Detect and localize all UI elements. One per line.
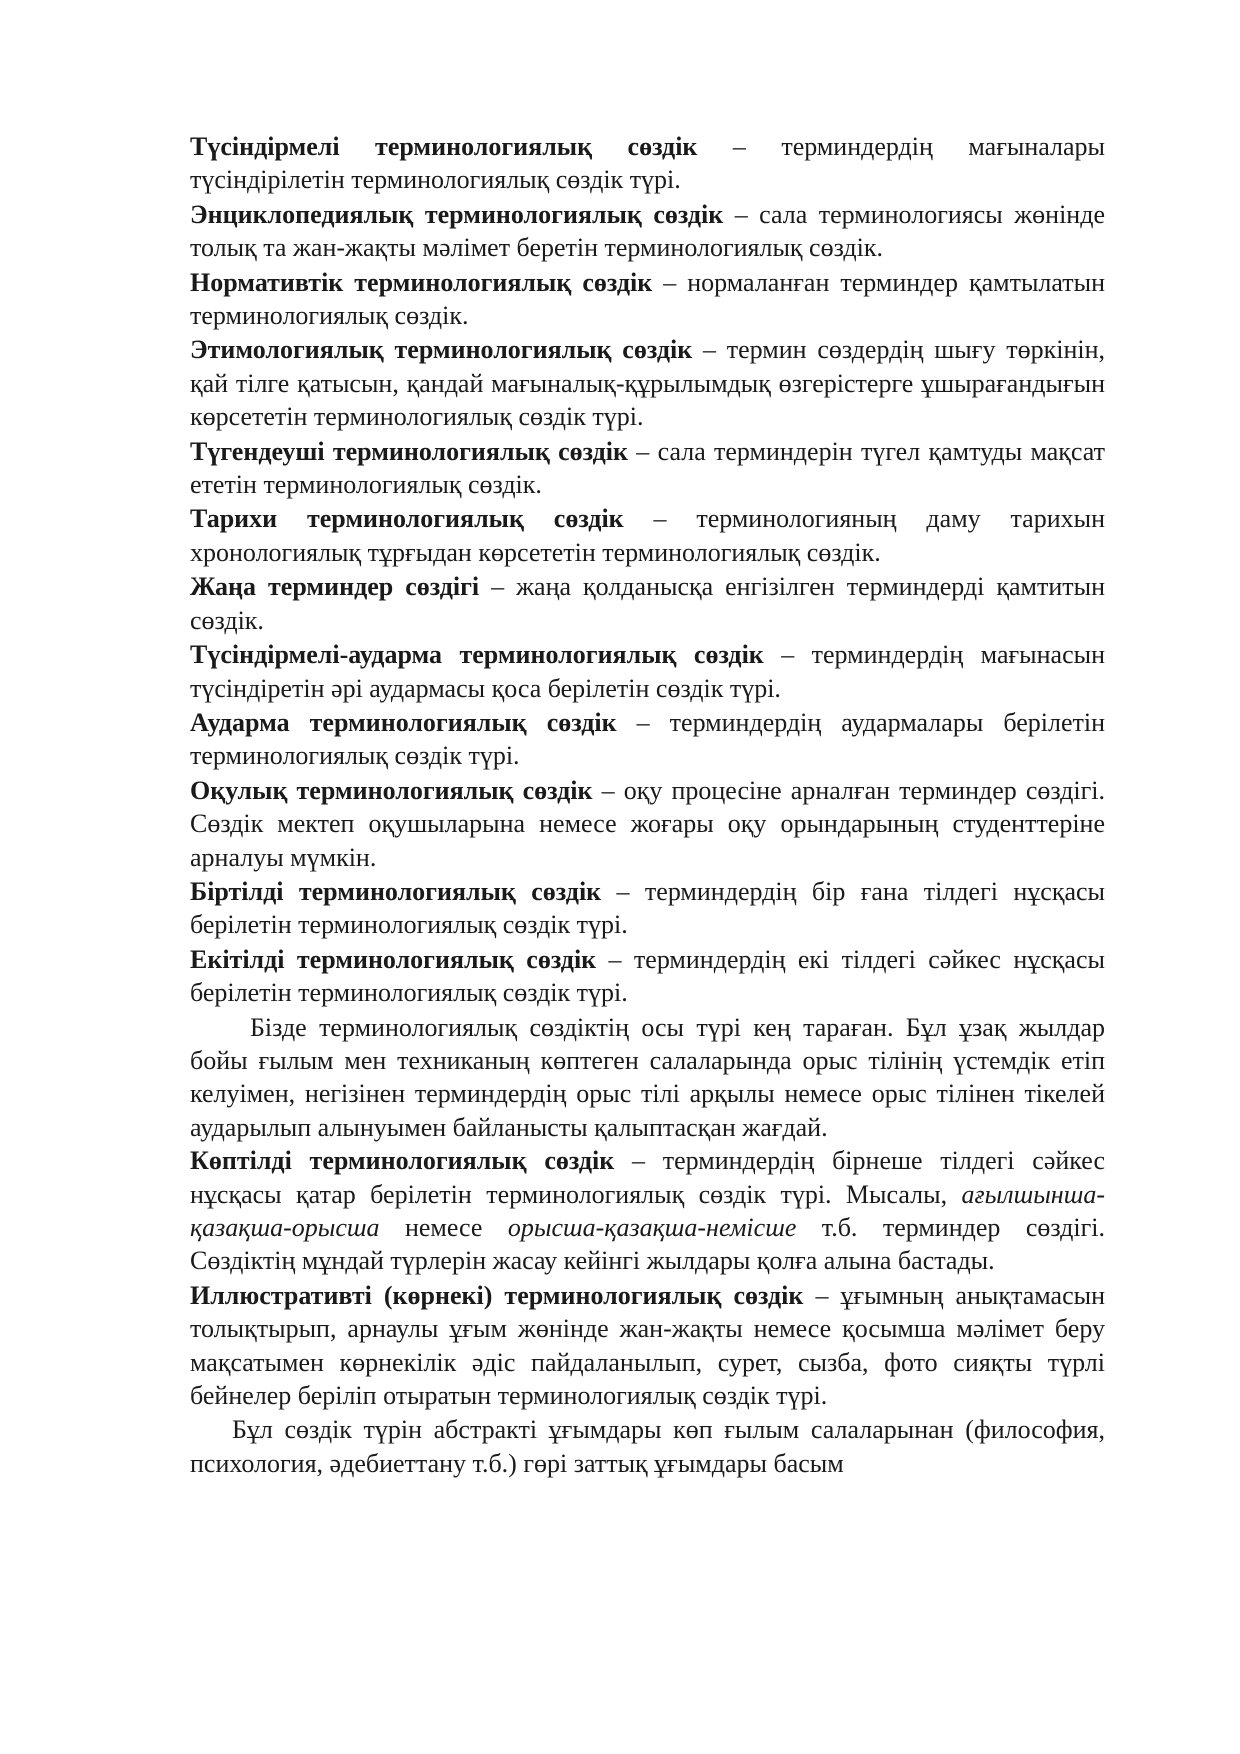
entry-dash: – (652, 267, 688, 297)
entry-definition: жаңа қолданысқа енгізілген терминдерді қамтитын сөздік. (190, 572, 1105, 635)
entry-dash: – (592, 775, 624, 805)
definition-entry-multilingual (190, 1144, 1105, 1278)
entry-term: Иллюстративті (көрнекі) терминологиялық сөздік (190, 1280, 804, 1310)
entry-dash: – (723, 199, 760, 229)
definition-entry (190, 774, 1105, 874)
entry-term: Энциклопедиялық терминологиялық сөздік (190, 199, 724, 229)
entry-term: Біртілді терминологиялық сөздік (190, 876, 602, 906)
definition-entry (190, 570, 1105, 637)
entry-definition: т.б. терминдер сөздігі. Сөздіктің мұндай түрлерін жасау кейінгі жылдары қолға алына бастады. (190, 1213, 1105, 1276)
entry-definition: терминдердің екі тілдегі сәйкес нұсқасы берілетін терминологиялық сөздік түрі. (190, 944, 1105, 1008)
document-page (190, 130, 1105, 1480)
entry-definition: оқу процесіне арналған терминдер сөздігі. Сөздік мектеп оқушыларына немесе жоғары оқу орындарының студенттеріне арналуы мүмкін. (190, 775, 1106, 872)
entry-dash: – (614, 1146, 663, 1176)
definition-entry (190, 875, 1105, 942)
entry-dash: – (479, 572, 517, 602)
entry-dash: – (692, 335, 727, 365)
example-text: ағылшынша-қазақша-орысша (190, 1179, 1105, 1242)
entry-definition: терминдердің мағынасын түсіндіретін әрі аудармасы қоса берілетін сөздік түрі. (190, 640, 1105, 703)
entry-definition: сала терминдерін түгел қамтуды мақсат ететін терминологиялық сөздік. (190, 436, 1106, 500)
definition-entry-illustrative (190, 1279, 1105, 1413)
body-paragraph: Бұл сөздік түрін абстракті ұғымдары көп ғылым салаларынан (философия, психология, әдебиеттану т.б.) гөрі заттық ұғымдары басым (190, 1415, 1105, 1478)
entry-dash: – (623, 504, 697, 534)
entry-term: Оқулық терминологиялық сөздік (190, 775, 593, 805)
entry-dash: – (628, 436, 658, 466)
entry-term: Этимологиялық терминологиялық сөздік (190, 335, 693, 365)
entry-dash: – (803, 1280, 841, 1310)
definition-entry (190, 198, 1105, 265)
entry-term: Түгендеуші терминологиялық сөздік (190, 436, 629, 466)
entry-dash: – (763, 640, 812, 670)
entry-term: Екітілді терминологиялық сөздік (190, 944, 597, 974)
entry-definition: терминологияның даму тарихын хронологиялық тұрғыдан көрсететін терминологиялық сөздік. (190, 504, 1105, 567)
entry-dash: – (601, 876, 645, 906)
definition-entry (190, 435, 1105, 502)
definition-entry (190, 130, 1105, 197)
entry-definition: термин сөздердің шығу төркінін, қай тілге қатысын, қандай мағыналық-құрылымдық өзгерістерге ұшырағандығын көрсететін терминологиялық сөздік түрі. (190, 335, 1105, 432)
body-paragraph: Бізде терминологиялық сөздіктің осы түрі кең тараған. Бұл ұзақ жылдар бойы ғылым мен техниканың көптеген салаларында орыс тілінің үстемдік етіп келуімен, негізінен терминдердің орыс тілі арқылы немесе орыс тілінен тікелей аударылып алынуымен байланысты қалыптасқан жағдай. (190, 1012, 1105, 1142)
definition-entry (190, 943, 1105, 1010)
entry-definition: немесе (379, 1213, 508, 1242)
entry-definition: терминдердің бір ғана тілдегі нұсқасы берілетін терминологиялық сөздік түрі. (190, 876, 1105, 940)
entry-definition: сала терминологиясы жөнінде толық та жан-жақты мәлімет беретін терминологиялық сөздік. (190, 199, 1105, 263)
definition-entry (190, 638, 1105, 705)
definition-entry (190, 333, 1105, 433)
entry-definition: терминдердің аудармалары берілетін терминологиялық сөздік түрі. (190, 707, 1105, 771)
entry-term: Түсіндірмелі-аударма терминологиялық сөздік (190, 640, 764, 670)
entry-definition: ұғымның анықтамасын толықтырып, арнаулы ұғым жөнінде жан-жақты немесе қосымша мәлімет беру мақсатымен көрнекілік әдіс пайдаланылып, сурет, сызба, фото сияқты түрлі бейнелер беріліп отыратын терминологиялық сөздік түрі. (190, 1280, 1105, 1411)
entry-definition: терминдердің мағыналары түсіндірілетін терминологиялық сөздік түрі. (190, 132, 1106, 195)
entry-dash: – (596, 944, 634, 974)
entry-term: Тарихи терминологиялық сөздік (190, 504, 624, 534)
entry-dash: – (616, 707, 670, 737)
entry-term: Көптілді терминологиялық сөздік (190, 1146, 615, 1176)
entry-definition: нормаланған терминдер қамтылатын терминологиялық сөздік. (190, 267, 1105, 331)
example-text: орысша-қазақша-немісше (507, 1213, 797, 1242)
entry-dash: – (697, 132, 782, 161)
entry-term: Нормативтік терминологиялық сөздік (190, 267, 653, 297)
entry-definition: терминдердің бірнеше тілдегі сәйкес нұсқасы қатар берілетін терминологиялық сөздік түрі. Мысалы, (190, 1146, 1105, 1209)
entry-term: Жаңа терминдер сөздігі (190, 572, 480, 602)
entry-term: Түсіндірмелі терминологиялық сөздік (190, 132, 698, 161)
definition-entry (190, 266, 1105, 333)
definition-entry (190, 706, 1105, 773)
entry-term: Аударма терминологиялық сөздік (190, 707, 617, 737)
definition-entry (190, 502, 1105, 569)
